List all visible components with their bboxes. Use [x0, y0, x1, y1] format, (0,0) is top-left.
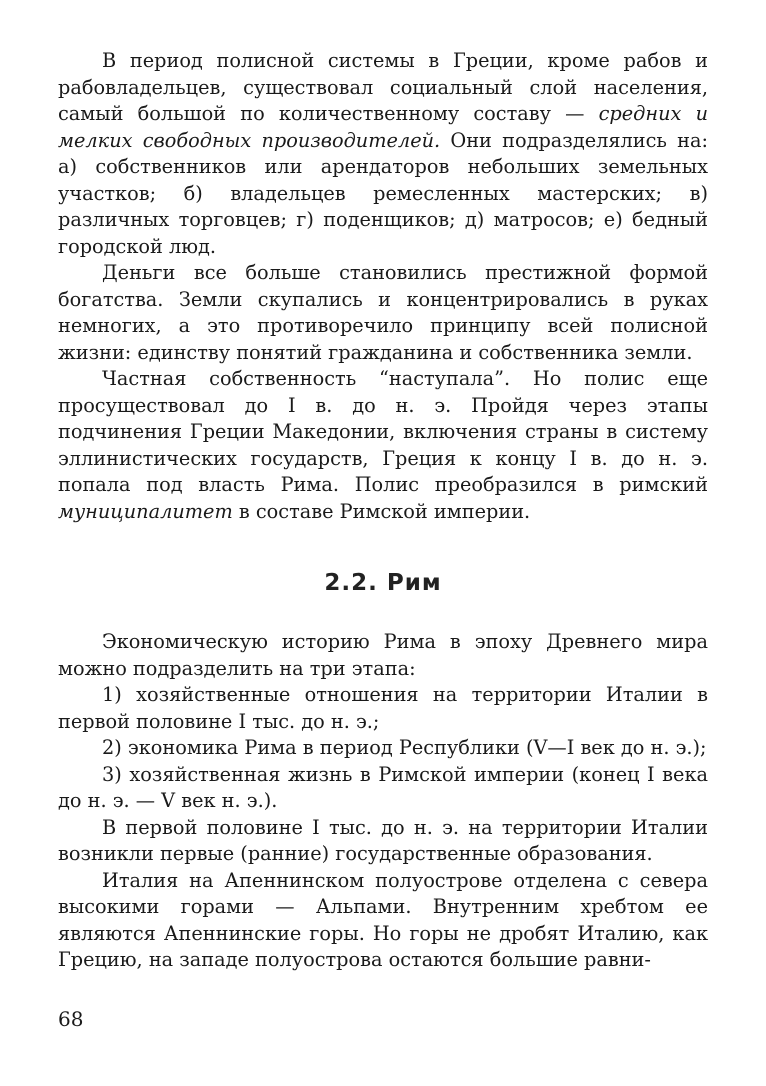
- emphasis-free-producers: средних и мелких свободных производителей.: [58, 102, 709, 152]
- emphasis-municipality: муниципалитет: [58, 499, 233, 523]
- list-item: 1) хозяйственные отношения на территории Италии в первой половине I тыс. до н. э.;: [58, 683, 708, 733]
- paragraph-text: Они подразделялись на: а) собственников или арендаторов небольших земельных участков; б) владельцев ремесленных мастерских; в) различных торговцев; г) поденщиков; д) матросов; е) бедный городской люд.: [58, 128, 708, 258]
- paragraph-text: В период полисной системы в Греции, кроме рабов и рабовладельцев, существовал социальный слой населения, самый большой по количественному составу —: [58, 49, 708, 125]
- paragraph-text: Экономическую историю Рима в эпоху Древнего мира можно подразделить на три этапа:: [58, 630, 708, 680]
- page-number: 68: [58, 1007, 84, 1031]
- paragraph-text: Италия на Апеннинском полуострове отделена с севера высокими горами — Альпами. Внутренним хребтом ее являются Апеннинские горы. Но горы не дробят Италию, как Грецию, на западе полуострова остаются большие равни-: [58, 868, 708, 971]
- paragraph-text: В первой половине I тыс. до н. э. на территории Италии возникли первые (ранние) государственные образования.: [58, 815, 708, 865]
- paragraph-text: Деньги все больше становились престижной формой богатства. Земли скупались и концентрировались в руках немногих, а это противоречило принципу всей полисной жизни: единству понятий гражданина и собственника земли.: [58, 261, 708, 364]
- paragraph-early-states: [58, 815, 708, 868]
- paragraph-rome-stages-intro: [58, 629, 708, 682]
- paragraph-polis-social-layer: [58, 48, 708, 260]
- paragraph-italy-geography: [58, 868, 708, 974]
- paragraph-private-property: [58, 366, 708, 525]
- list-item: 3) хозяйственная жизнь в Римской империи (конец I века до н. э. — V век н. э.).: [58, 762, 708, 812]
- paragraph-text: в составе Римской империи.: [232, 499, 531, 523]
- list-item: 2) экономика Рима в период Республики (V—I век до н. э.);: [102, 736, 707, 759]
- paragraph-money-wealth: [58, 260, 708, 366]
- page-body: [58, 48, 708, 974]
- paragraph-text: Частная собственность “наступала”. Но полис еще просуществовал до I в. до н. э. Пройдя через этапы подчинения Греции Македонии, включения страны в систему эллинистических государств, Греция к концу I в. до н. э. попала под власть Рима. Полис преобразился в римский: [58, 367, 708, 496]
- section-title: 2.2. Рим: [324, 570, 442, 596]
